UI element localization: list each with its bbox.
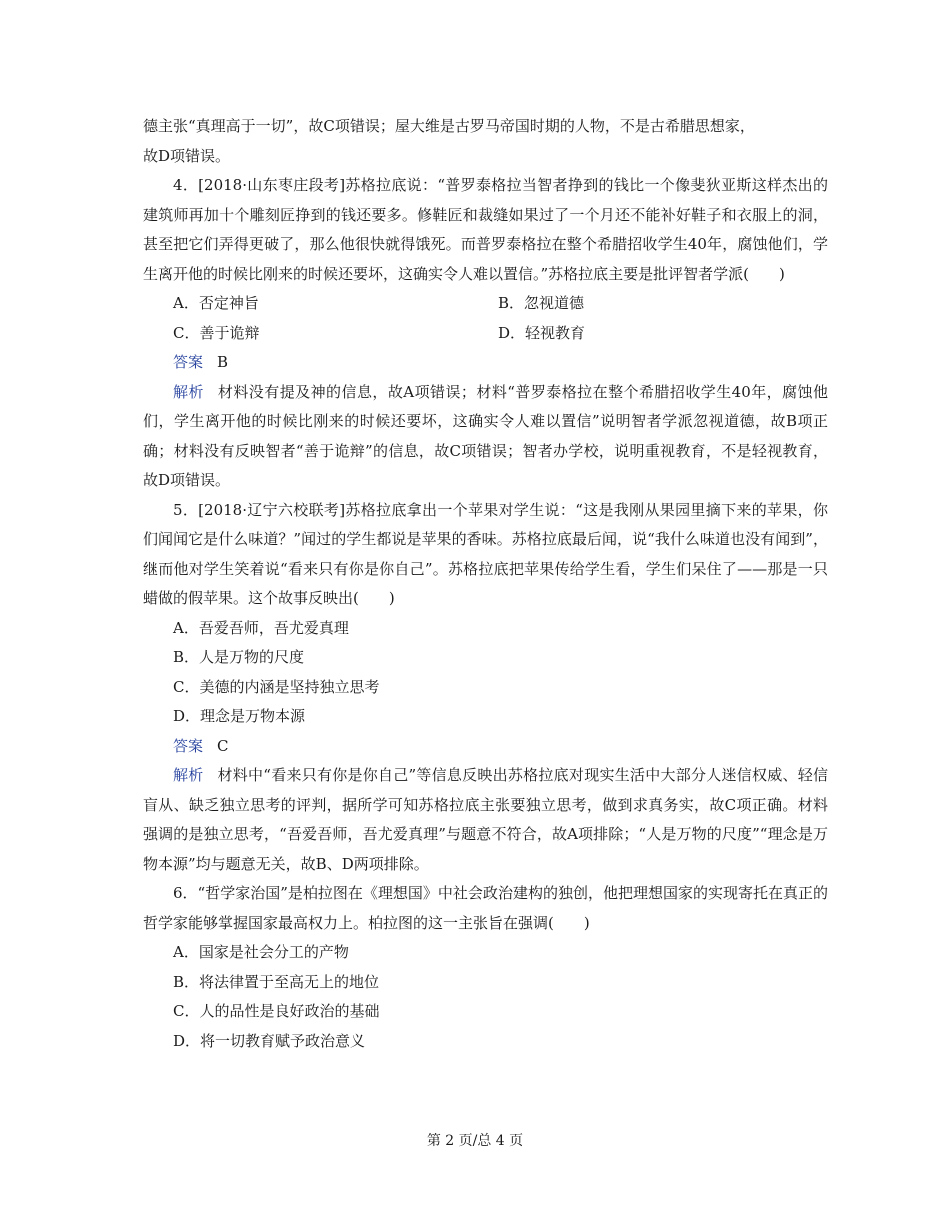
question-5-stem: 5．[2018·辽宁六校联考]苏格拉底拿出一个苹果对学生说：“这是我刚从果园里摘下来的苹果，你们闻闻它是什么味道？”闻过的学生都说是苹果的香味。苏格拉底最后闻，说“我什么味道也没有闻到”，继而他对学生笑着说“看来只有你是你自己”。苏格拉底把苹果传给学生看，学生们呆住了——那是一只蜡做的假苹果。这个故事反映出( ) bbox=[143, 500, 828, 607]
question-4-option-b: B．忽视道德 bbox=[498, 294, 585, 312]
question-4-options-row-2 bbox=[143, 319, 828, 349]
page-number: 第 2 页/总 4 页 bbox=[426, 1133, 524, 1149]
question-6-option-d: D．将一切教育赋予政治意义 bbox=[173, 1031, 366, 1050]
answer-value: B bbox=[217, 353, 229, 371]
analysis-label: 解析 bbox=[173, 766, 204, 784]
analysis-text: 材料没有提及神的信息，故A项错误；材料“普罗泰格拉在整个希腊招收学生40年，腐蚀他们，学生离开他的时候比刚来的时候还要坏，这确实令人难以置信”说明智者学派忽视道德，故B项正确；材料没有反映智者“善于诡辩”的信息，故C项错误；智者办学校，说明重视教育，不是轻视教育，故D项错误。 bbox=[143, 382, 828, 489]
answer-value: C bbox=[217, 736, 229, 755]
page-content bbox=[143, 112, 828, 1056]
answer-label: 答案 bbox=[173, 353, 204, 371]
question-6-option-a: A．国家是社会分工的产物 bbox=[173, 943, 349, 961]
question-6-option-c: C．人的品性是良好政治的基础 bbox=[173, 1002, 380, 1020]
question-5-analysis bbox=[143, 761, 828, 879]
question-4-options-row-1 bbox=[143, 289, 828, 319]
question-4-answer bbox=[143, 348, 828, 378]
page-footer bbox=[0, 1130, 950, 1150]
question-5-option-b: B．人是万物的尺度 bbox=[173, 648, 305, 666]
question-4-option-d: D．轻视教育 bbox=[498, 323, 586, 342]
lead-line-2: 故D项错误。 bbox=[143, 146, 231, 165]
question-5-answer bbox=[143, 732, 828, 762]
question-5-option-d: D．理念是万物本源 bbox=[173, 707, 306, 725]
question-4-option-a: A．否定神旨 bbox=[173, 294, 259, 312]
answer-label: 答案 bbox=[173, 736, 204, 755]
question-5-option-c: C．美德的内涵是坚持独立思考 bbox=[173, 677, 380, 696]
analysis-text: 材料中“看来只有你是你自己”等信息反映出苏格拉底对现实生活中大部分人迷信权威、轻信盲从、缺乏独立思考的评判，据所学可知苏格拉底主张要独立思考，做到求真务实，故C项正确。材料强调的是独立思考，“吾爱吾师，吾尤爱真理”与题意不符合，故A项排除；“人是万物的尺度”“理念是万物本源”均与题意无关，故B、D两项排除。 bbox=[143, 766, 828, 873]
lead-line-1: 德主张“真理高于一切”，故C项错误；屋大维是古罗马帝国时期的人物，不是古希腊思想家， bbox=[143, 117, 755, 135]
analysis-label: 解析 bbox=[173, 382, 204, 401]
question-4-stem: 4．[2018·山东枣庄段考]苏格拉底说：“普罗泰格拉当智者挣到的钱比一个像斐狄亚斯这样杰出的建筑师再加十个雕刻匠挣到的钱还要多。修鞋匠和裁缝如果过了一个月还不能补好鞋子和衣服上的洞，甚至把它们弄得更破了，那么他很快就得饿死。而普罗泰格拉在整个希腊招收学生40年，腐蚀他们，学生离开他的时候比刚来的时候还要坏，这确实令人难以置信。”苏格拉底主要是批评智者学派( ) bbox=[143, 176, 828, 283]
question-4-analysis bbox=[143, 378, 828, 496]
question-6-option-b: B．将法律置于至高无上的地位 bbox=[173, 972, 380, 991]
question-5-option-a: A．吾爱吾师，吾尤爱真理 bbox=[173, 618, 349, 637]
question-4-option-c: C．善于诡辩 bbox=[173, 323, 260, 342]
question-6-stem: 6．“哲学家治国”是柏拉图在《理想国》中社会政治建构的独创，他把理想国家的实现寄托在真正的哲学家能够掌握国家最高权力上。柏拉图的这一主张旨在强调( ) bbox=[143, 884, 828, 932]
